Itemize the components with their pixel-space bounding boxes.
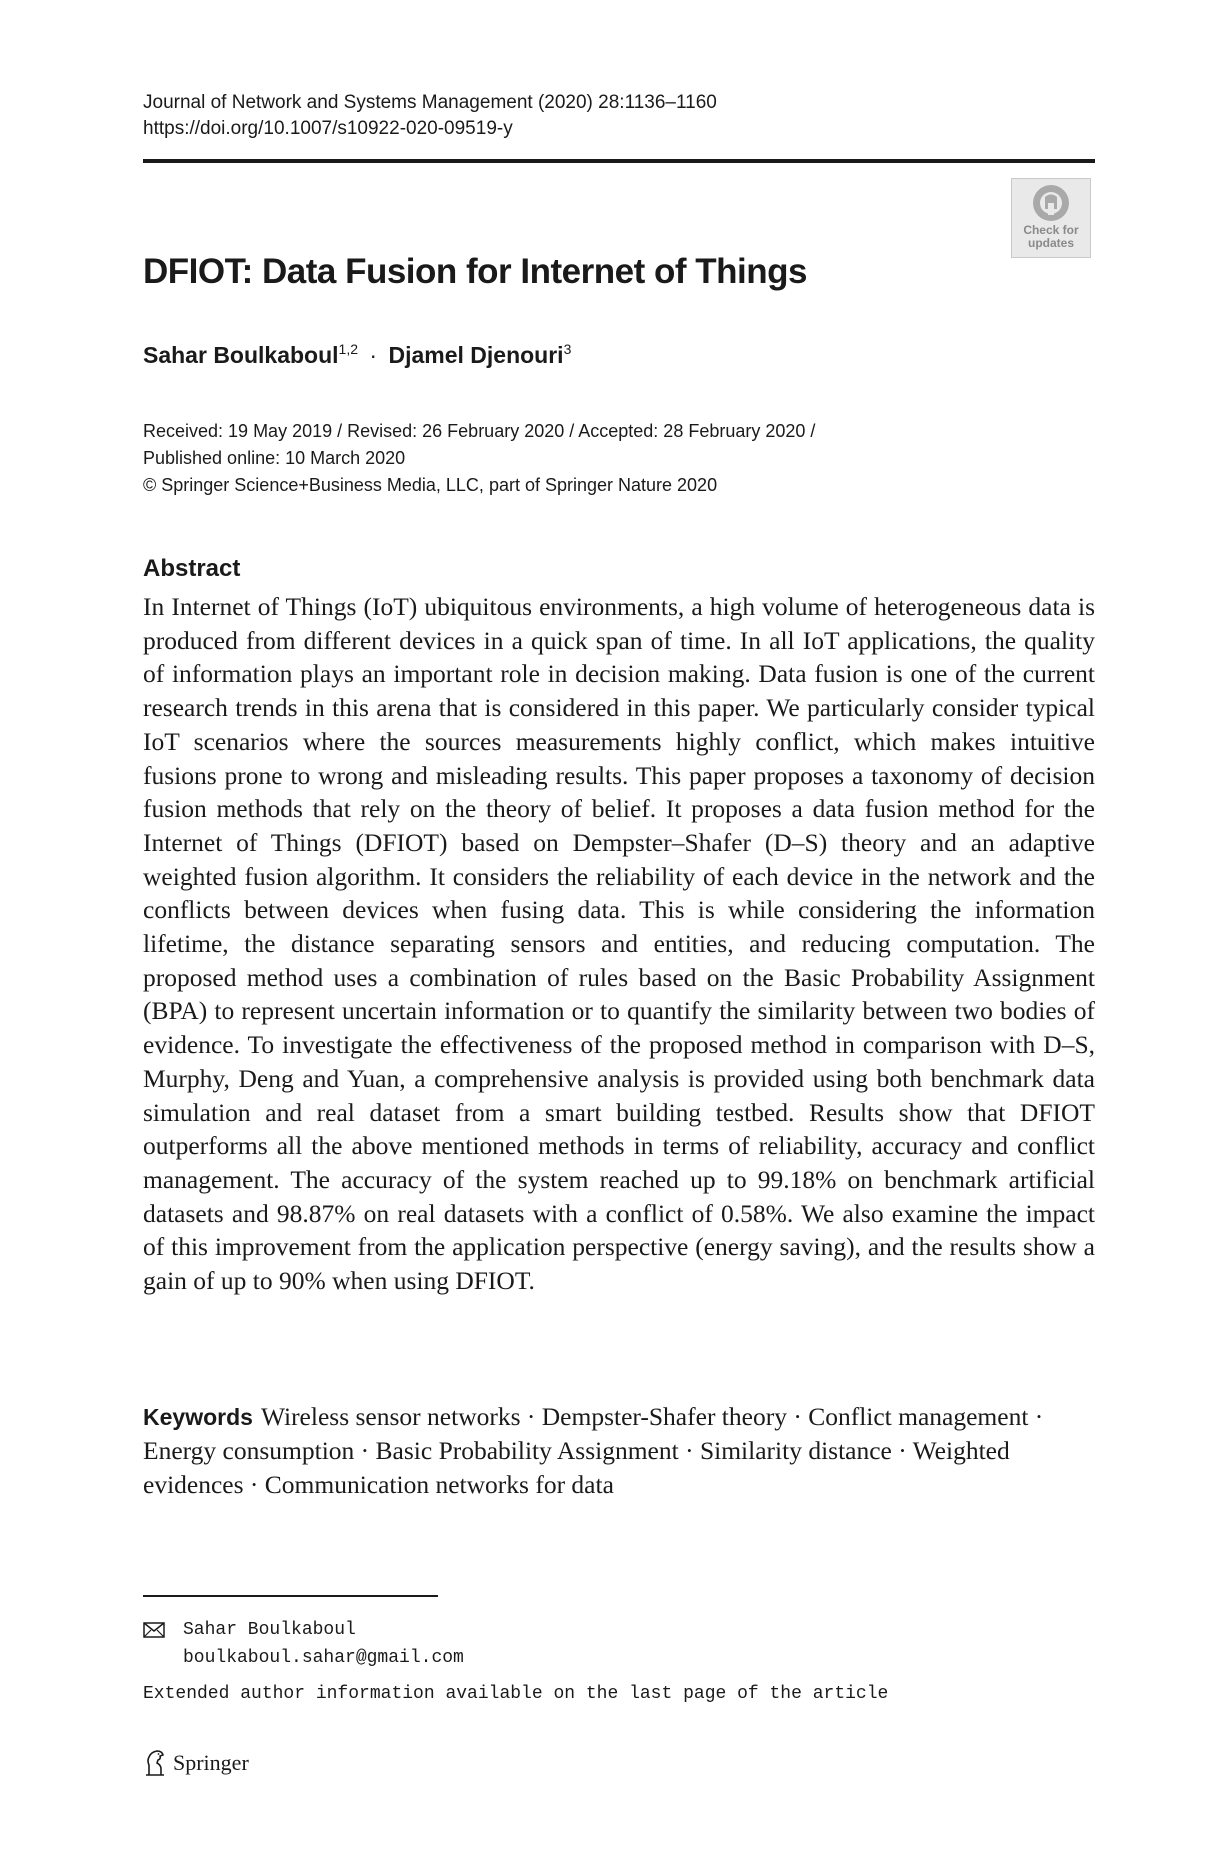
- contact-email[interactable]: boulkaboul.sahar@gmail.com: [183, 1648, 464, 1668]
- check-for-updates-badge[interactable]: [1011, 178, 1091, 258]
- crossmark-icon: [1031, 183, 1071, 223]
- journal-citation: Journal of Network and Systems Management (2020) 28:1136–1160: [143, 92, 717, 113]
- publication-dates: [143, 418, 1093, 499]
- received-revised-accepted: Received: 19 May 2019 / Revised: 26 February 2020 / Accepted: 28 February 2020 /: [143, 421, 816, 441]
- author-list: [143, 342, 571, 369]
- footnote-rule: [143, 1595, 438, 1597]
- author-name[interactable]: Sahar Boulkaboul: [143, 342, 339, 368]
- abstract-text: In Internet of Things (IoT) ubiquitous environments, a high volume of heterogeneous data is produced from different devices in a quick span of time. In all IoT applications, the quality of information plays an important role in decision making. Data fusion is one of the current research trends in this arena that is considered in this paper. We particularly consider typical IoT scenarios where the sources measurements highly conflict, which makes intuitive fusions prone to wrong and misleading results. This paper proposes a taxonomy of decision fusion methods that rely on the theory of belief. It proposes a data fusion method for the Internet of Things (DFIOT) based on Dempster–Shafer (D–S) theory and an adaptive weighted fusion algorithm. It considers the reliability of each device in the network and the conflicts between devices when fusing data. This is while considering the information lifetime, the distance separating sensors and entities, and reducing computation. The proposed method uses a combination of rules based on the Basic Probability Assignment (BPA) to represent uncertain information or to quantify the similarity between two bodies of evidence. To investigate the effectiveness of the proposed method in comparison with D–S, Murphy, Deng and Yuan, a comprehensive analysis is provided using both benchmark data simulation and real dataset from a smart building testbed. Results show that DFIOT outperforms all the above mentioned methods in terms of reliability, accuracy and conflict management. The accuracy of the system reached up to 99.18% on benchmark artificial datasets and 98.87% on real datasets with a conflict of 0.58%. We also examine the impact of this improvement from the application perspective (energy saving), and the results show a gain of up to 90% when using DFIOT.: [143, 592, 1095, 1296]
- keywords-label: Keywords: [143, 1404, 253, 1430]
- extended-author-info: Extended author information available on the last page of the article: [143, 1684, 889, 1704]
- springer-horse-icon: [143, 1749, 167, 1777]
- author-affiliation: 1,2: [338, 341, 359, 357]
- author-affiliation: 3: [563, 341, 572, 357]
- crossmark-label-line2: updates: [1027, 236, 1074, 250]
- author-separator: ·: [369, 342, 378, 368]
- publisher-mark: [143, 1748, 249, 1778]
- journal-header: [143, 90, 1093, 142]
- header-rule: [143, 159, 1095, 163]
- contact-name: Sahar Boulkaboul: [183, 1620, 356, 1640]
- author-name[interactable]: Djamel Djenouri: [388, 342, 564, 368]
- abstract-heading: Abstract: [143, 555, 241, 582]
- copyright-notice: © Springer Science+Business Media, LLC, part of Springer Nature 2020: [143, 475, 718, 495]
- publisher-name: Springer: [173, 1750, 249, 1775]
- keywords-section: [143, 1400, 1095, 1502]
- paper-title: DFIOT: Data Fusion for Internet of Things: [143, 252, 807, 291]
- doi-link[interactable]: https://doi.org/10.1007/s10922-020-09519-y: [143, 118, 513, 139]
- corresponding-author: [143, 1616, 464, 1672]
- published-online: Published online: 10 March 2020: [143, 448, 406, 468]
- envelope-icon: [143, 1622, 165, 1638]
- keywords-text: Wireless sensor networks · Dempster-Shafer theory · Conflict management · Energy consumption · Basic Probability Assignment · Similarity distance · Weighted evidences · Communication networks for data: [143, 1402, 1044, 1499]
- crossmark-label-line1: Check for: [1023, 223, 1079, 237]
